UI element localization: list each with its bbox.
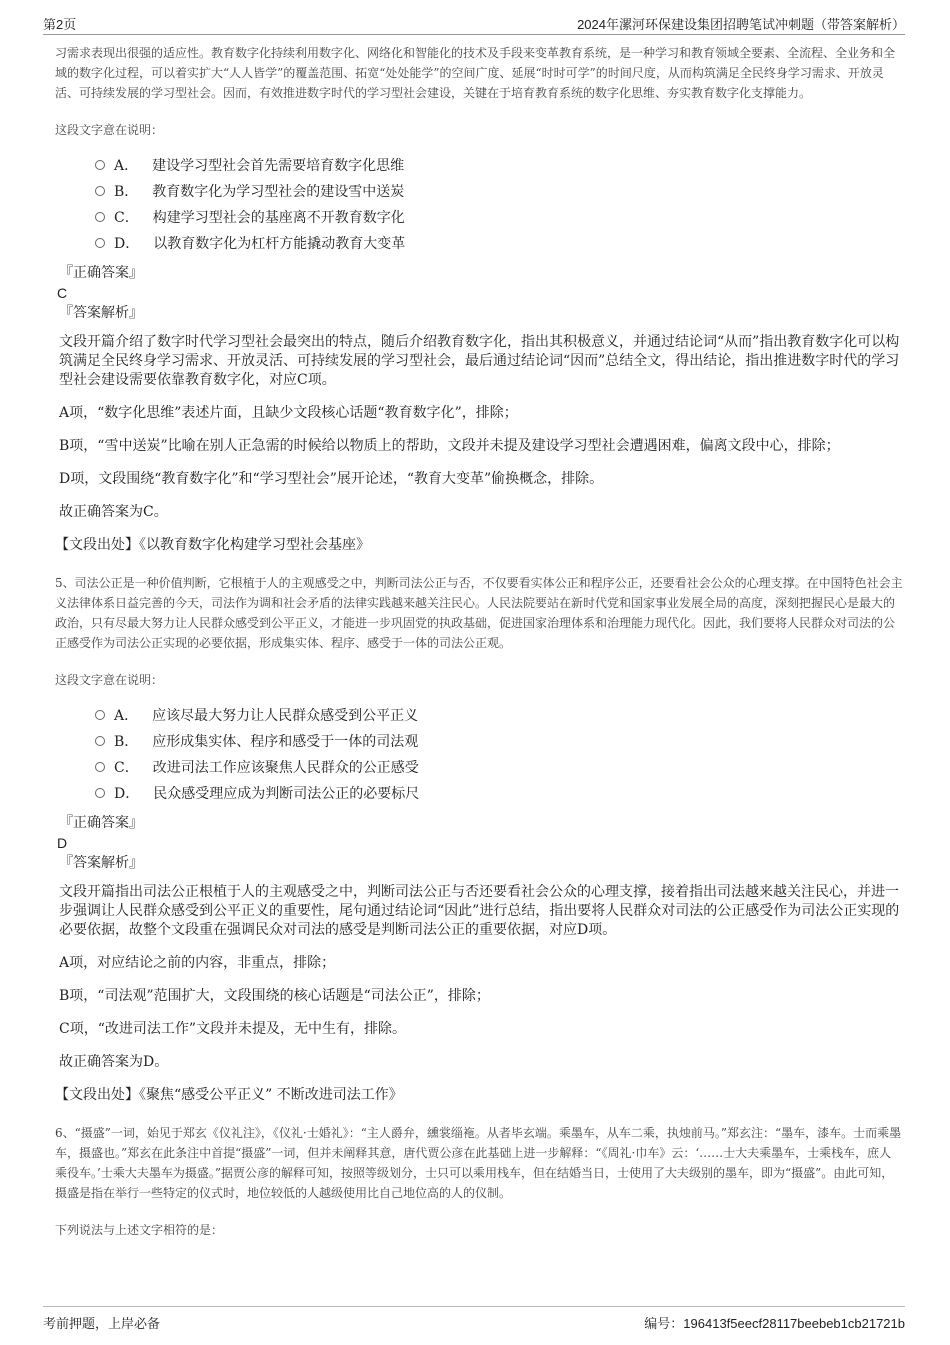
q5-analysis-a: A项，对应结论之前的内容，非重点，排除；	[59, 955, 336, 971]
radio-icon[interactable]	[95, 762, 105, 772]
q5-source: 【文段出处】《聚焦“感受公平正义” 不断改进司法工作》	[55, 1087, 403, 1103]
q4-option-b[interactable]: B． 教育数字化为学习型社会的建设雪中送炭	[95, 179, 903, 205]
q5-options	[95, 703, 903, 807]
page-footer	[43, 1306, 905, 1337]
footer-slogan: 考前押题，上岸必备	[43, 1316, 161, 1331]
q5-analysis-c: C项，“改进司法工作”文段并未提及，无中生有，排除。	[59, 1021, 407, 1037]
q5-option-a[interactable]: A． 应该尽最大努力让人民群众感受到公平正义	[95, 703, 903, 729]
q4-analysis-a: A项，“数字化思维”表述片面，且缺少文段核心话题“教育数字化”，排除；	[59, 405, 518, 421]
radio-icon[interactable]	[95, 238, 105, 248]
q5-prompt: 这段文字意在说明：	[55, 673, 164, 687]
document-id: 编号：196413f5eecf28117beebeb1cb21721b	[644, 1316, 905, 1331]
q4-analysis-main: 文段开篇介绍了数字时代学习型社会最突出的特点，随后介绍教育数字化，指出其积极意义，并通过结论词“从而”指出教育数字化可以构筑满足全民终身学习需求、开放灵活、可持续发展的学习型社会，最后通过结论词“因而”总结全文，得出结论，指出推进数字时代的学习型社会建设需要依靠教育数字化，对应C项。	[59, 334, 900, 388]
q4-analysis-b: B项，“雪中送炭”比喻在别人正急需的时候给以物质上的帮助，文段并未提及建设学习型社会遭遇困难，偏离文段中心，排除；	[59, 438, 840, 454]
radio-icon[interactable]	[95, 788, 105, 798]
q4-analysis-d: D项，文段围绕“教育数字化”和“学习型社会”展开论述，“教育大变革”偷换概念，排除。	[59, 471, 604, 487]
q4-options	[95, 153, 903, 257]
q4-analysis-conclusion: 故正确答案为C。	[59, 504, 168, 520]
q6-prompt: 下列说法与上述文字相符的是：	[55, 1223, 224, 1237]
q5-answer-label: 『正确答案』	[59, 815, 143, 831]
q5-option-b[interactable]: B． 应形成集实体、程序和感受于一体的司法观	[95, 729, 903, 755]
q5-answer: D	[57, 835, 68, 851]
q4-answer: C	[57, 285, 68, 301]
radio-icon[interactable]	[95, 186, 105, 196]
radio-icon[interactable]	[95, 160, 105, 170]
document-title: 2024年漯河环保建设集团招聘笔试冲刺题（带答案解析）	[577, 17, 905, 32]
radio-icon[interactable]	[95, 710, 105, 720]
q5-option-d[interactable]: D． 民众感受理应成为判断司法公正的必要标尺	[95, 781, 903, 807]
q5-analysis-conclusion: 故正确答案为D。	[59, 1054, 169, 1070]
q4-option-a[interactable]: A． 建设学习型社会首先需要培育数字化思维	[95, 153, 903, 179]
q4-source: 【文段出处】《以教育数字化构建学习型社会基座》	[55, 537, 370, 553]
q6-passage: 6、“摄盛”一词，始见于郑玄《仪礼注》，《仪礼·士婚礼》：“主人爵弁，纁裳缁袘。从者毕玄端。乘墨车，从车二乘，执烛前马。”郑玄注：“墨车，漆车。士而乘墨车，摄盛也。”郑玄在此条注中首提“摄盛”一词，但并未阐释其意，唐代贾公彦在此基础上进一步解释：“《周礼·巾车》云：‘……士大夫乘墨车，士乘栈车，庶人乘役车。’士乘大夫墨车为摄盛。”据贾公彦的解释可知，按照等级划分，士只可以乘用栈车，但在结婚当日，士使用了大夫级别的墨车，即为“摄盛”。由此可知，摄盛是指在举行一些特定的仪式时，地位较低的人越级使用比自己地位高的人的仪制。	[55, 1126, 902, 1200]
page-header	[43, 12, 905, 35]
q4-passage-tail: 习需求表现出很强的适应性。教育数字化持续利用数字化、网络化和智能化的技术及手段来变革教育系统，是一种学习和教育领域全要素、全流程、全业务和全域的数字化过程，可以着实扩大“人人皆学”的覆盖范围、拓宽“处处能学”的空间广度、延展“时时可学”的时间尺度，从而构筑满足全民终身学习需求、开放灵活、可持续发展的学习型社会。因而，有效推进数字时代的学习型社会建设，关键在于培育教育系统的数字化思维、夯实教育数字化支撑能力。	[55, 46, 896, 100]
page-number: 第2页	[43, 17, 77, 32]
q5-analysis-b: B项，“司法观”范围扩大，文段围绕的核心话题是“司法公正”，排除；	[59, 988, 490, 1004]
q5-analysis-label: 『答案解析』	[59, 855, 143, 871]
radio-icon[interactable]	[95, 212, 105, 222]
q5-passage: 5、司法公正是一种价值判断，它根植于人的主观感受之中，判断司法公正与否，不仅要看实体公正和程序公正，还要看社会公众的心理支撑。在中国特色社会主义法律体系日益完善的今天，司法作为调和社会矛盾的法律实践越来越关注民心。人民法院要站在新时代党和国家事业发展全局的高度，深刻把握民心是最大的政治，只有尽最大努力让人民群众感受到公平正义，才能进一步巩固党的执政基础，促进国家治理体系和治理能力现代化。因此，我们要将人民群众对司法的公正感受作为司法公正实现的必要依据，形成集实体、程序、感受于一体的司法公正观。	[55, 576, 903, 650]
q4-option-c[interactable]: C． 构建学习型社会的基座离不开教育数字化	[95, 205, 903, 231]
q4-answer-label: 『正确答案』	[59, 265, 143, 281]
q4-option-d[interactable]: D． 以教育数字化为杠杆方能撬动教育大变革	[95, 231, 903, 257]
radio-icon[interactable]	[95, 736, 105, 746]
q4-prompt: 这段文字意在说明：	[55, 123, 164, 137]
document-body	[55, 43, 903, 1253]
q5-analysis-main: 文段开篇指出司法公正根植于人的主观感受之中，判断司法公正与否还要看社会公众的心理支撑，接着指出司法越来越关注民心，并进一步强调让人民群众感受到公平正义的重要性，尾句通过结论词“因此”进行总结，指出要将人民群众对司法的公正感受作为司法公正实现的必要依据，故整个文段重在强调民众对司法的感受是判断司法公正的重要依据，对应D项。	[59, 884, 900, 938]
q4-analysis-label: 『答案解析』	[59, 305, 143, 321]
q5-option-c[interactable]: C． 改进司法工作应该聚焦人民群众的公正感受	[95, 755, 903, 781]
